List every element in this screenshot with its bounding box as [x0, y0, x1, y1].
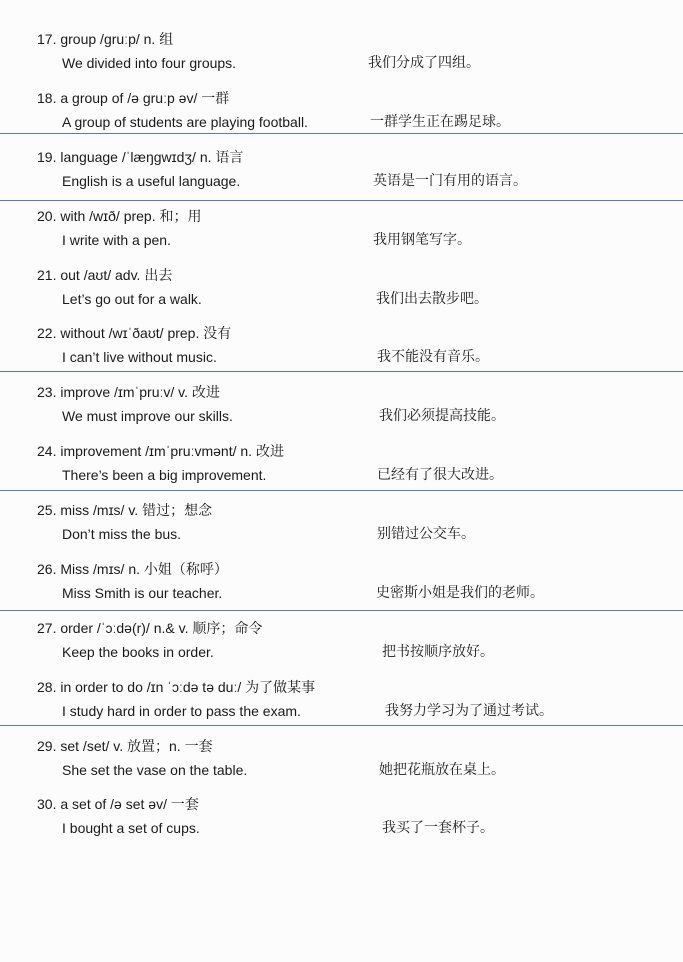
chinese-translation: 我努力学习为了通过考试。 [385, 703, 553, 719]
section-divider [0, 610, 683, 611]
entry-number: 27. [37, 620, 57, 636]
headword-text: order /ˈɔːdə(r)/ n.& v. 顺序；命令 [60, 620, 263, 636]
vocab-entry [0, 89, 683, 145]
entry-number: 20. [37, 208, 57, 224]
headword-text: improvement /ɪmˈpruːvmənt/ n. 改进 [60, 443, 284, 459]
entry-number: 19. [37, 149, 57, 165]
entry-number: 18. [37, 90, 57, 106]
headword-text: miss /mɪs/ v. 错过；想念 [60, 502, 213, 518]
chinese-translation: 史密斯小姐是我们的老师。 [376, 585, 544, 601]
headword-text: group /gruːp/ n. 组 [60, 31, 174, 47]
vocab-headword [37, 678, 315, 696]
entry-number: 24. [37, 443, 57, 459]
entry-number: 17. [37, 31, 57, 47]
vocab-entry [0, 148, 683, 204]
headword-text: with /wɪð/ prep. 和；用 [60, 208, 202, 224]
vocab-entry [0, 795, 683, 851]
headword-text: language /ˈlæŋɡwɪdʒ/ n. 语言 [60, 149, 244, 165]
vocab-headword [37, 795, 199, 813]
section-divider [0, 133, 683, 134]
vocab-headword [37, 560, 228, 578]
example-sentence: I bought a set of cups. [62, 820, 200, 836]
entry-number: 25. [37, 502, 57, 518]
headword-text: set /set/ v. 放置；n. 一套 [60, 738, 213, 754]
vocab-headword [37, 737, 213, 755]
vocab-entry [0, 619, 683, 675]
example-sentence: Let’s go out for a walk. [62, 291, 202, 307]
section-divider [0, 725, 683, 726]
vocab-entry [0, 737, 683, 793]
example-sentence: Keep the books in order. [62, 644, 214, 660]
chinese-translation: 我们分成了四组。 [368, 55, 480, 71]
headword-text: Miss /mɪs/ n. 小姐（称呼） [60, 561, 228, 577]
chinese-translation: 我们必须提高技能。 [379, 408, 505, 424]
vocab-headword [37, 619, 262, 637]
chinese-translation: 英语是一门有用的语言。 [373, 173, 527, 189]
entry-number: 30. [37, 796, 57, 812]
vocab-headword [37, 266, 172, 284]
entry-number: 28. [37, 679, 57, 695]
vocab-entry [0, 30, 683, 86]
example-sentence: I write with a pen. [62, 232, 171, 248]
chinese-translation: 把书按顺序放好。 [382, 644, 494, 660]
example-sentence: A group of students are playing football. [62, 114, 308, 130]
chinese-translation: 我用钢笔写字。 [373, 232, 471, 248]
section-divider [0, 200, 683, 201]
chinese-translation: 别错过公交车。 [377, 526, 475, 542]
entry-number: 21. [37, 267, 57, 283]
chinese-translation: 我们出去散步吧。 [376, 291, 488, 307]
chinese-translation: 她把花瓶放在桌上。 [379, 762, 505, 778]
chinese-translation: 我买了一套杯子。 [382, 820, 494, 836]
example-sentence: Miss Smith is our teacher. [62, 585, 223, 601]
chinese-translation: 我不能没有音乐。 [377, 349, 489, 365]
chinese-translation: 一群学生正在踢足球。 [370, 114, 510, 130]
section-divider [0, 490, 683, 491]
example-sentence: I can’t live without music. [62, 349, 217, 365]
vocab-headword [37, 89, 229, 107]
vocab-headword [37, 442, 284, 460]
section-divider [0, 371, 683, 372]
headword-text: without /wɪˈðaʊt/ prep. 没有 [60, 325, 232, 341]
vocab-headword [37, 383, 220, 401]
chinese-translation: 已经有了很大改进。 [377, 467, 503, 483]
example-sentence: English is a useful language. [62, 173, 241, 189]
vocab-entry [0, 501, 683, 557]
example-sentence: I study hard in order to pass the exam. [62, 703, 301, 719]
example-sentence: There’s been a big improvement. [62, 467, 267, 483]
vocab-entry [0, 560, 683, 616]
example-sentence: Don’t miss the bus. [62, 526, 182, 542]
vocab-entry [0, 207, 683, 263]
headword-text: out /aʊt/ adv. 出去 [60, 267, 173, 283]
vocab-headword [37, 30, 173, 48]
headword-text: a set of /ə set əv/ 一套 [60, 796, 199, 812]
vocab-entry [0, 383, 683, 439]
example-sentence: We must improve our skills. [62, 408, 233, 424]
entry-number: 22. [37, 325, 57, 341]
headword-text: a group of /ə gruːp əv/ 一群 [60, 90, 230, 106]
example-sentence: We divided into four groups. [62, 55, 237, 71]
entry-number: 29. [37, 738, 57, 754]
vocab-headword [37, 501, 212, 519]
vocab-entry [0, 266, 683, 322]
example-sentence: She set the vase on the table. [62, 762, 248, 778]
vocab-headword [37, 207, 202, 225]
entry-number: 26. [37, 561, 57, 577]
vocab-headword [37, 148, 243, 166]
headword-text: in order to do /ɪn ˈɔːdə tə duː/ 为了做某事 [60, 679, 316, 695]
vocab-headword [37, 324, 231, 342]
headword-text: improve /ɪmˈpruːv/ v. 改进 [60, 384, 220, 400]
entry-number: 23. [37, 384, 57, 400]
